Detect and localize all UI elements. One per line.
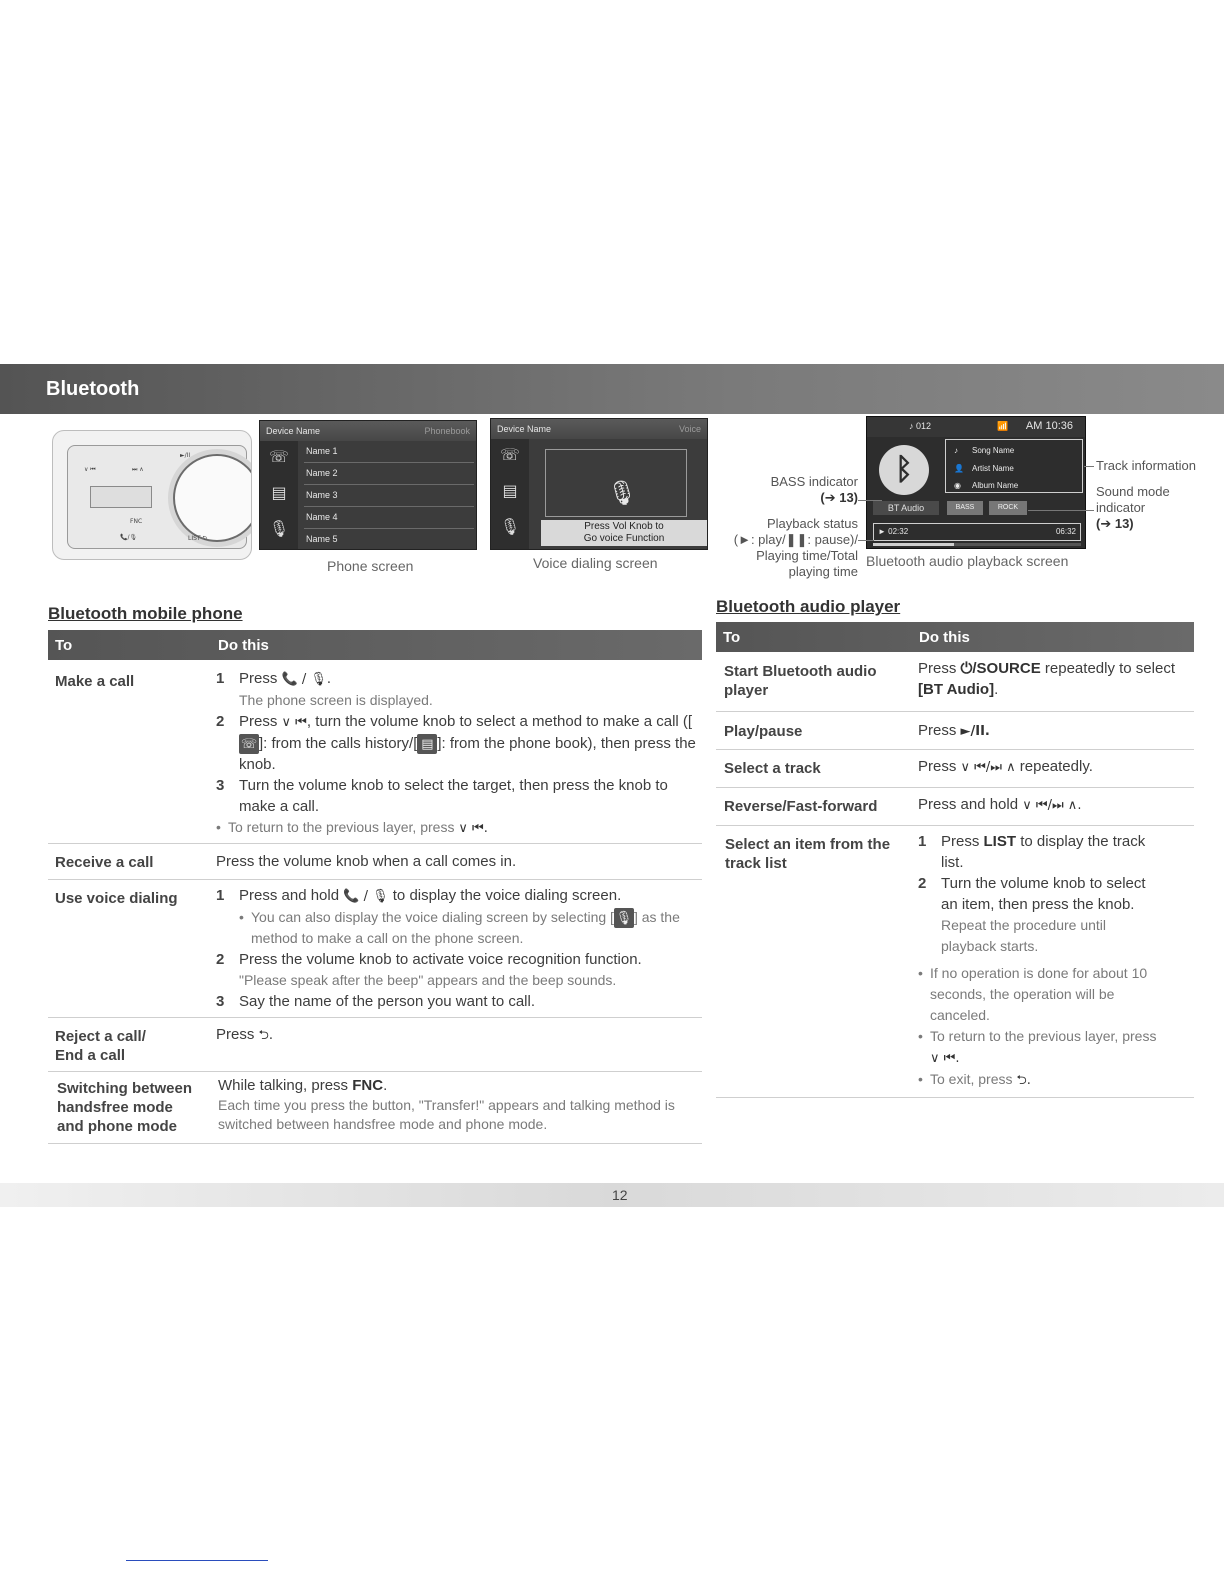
- voice-screen-image: [490, 418, 708, 550]
- play-pause-icon: ►/II.: [960, 724, 990, 739]
- call-history-icon: ☏: [499, 447, 520, 464]
- note-bullet: • You can also display the voice dialing screen by selecting [ 🎙 ] as the method to make a call on the phone screen.: [239, 907, 696, 949]
- voice-screen-caption: Voice dialing screen: [533, 555, 658, 571]
- row-instructions: [216, 885, 696, 1012]
- col-to: To: [55, 637, 73, 654]
- progress-bar: [873, 543, 1081, 546]
- phone-screen-image: [259, 420, 477, 550]
- col-do-this: Do this: [218, 637, 269, 654]
- list-item: Name 5: [306, 534, 338, 544]
- playback-time-box: [873, 523, 1081, 541]
- table-row: [716, 788, 1194, 826]
- call-voice-icon: 📞 / 🎙: [343, 889, 389, 904]
- microphone-icon: 🎙: [607, 480, 638, 507]
- row-instructions: Press and hold ∨ ⏮/⏭ ∧.: [918, 796, 1082, 813]
- play-button-label: ►/II: [180, 452, 191, 459]
- bass-badge: BASS: [947, 501, 983, 515]
- signal-icon: 📶: [997, 421, 1009, 431]
- phone-screen-caption: Phone screen: [327, 558, 414, 574]
- music-note-icon: ♪: [954, 446, 958, 455]
- call-button-label: 📞/🎙: [120, 534, 138, 541]
- skip-icon: ∨ ⏮/⏭ ∧.: [1022, 798, 1082, 813]
- row-label: Select an item from the track list: [725, 836, 891, 872]
- step: 3 Turn the volume knob to select the target, then press the knob to make a call.: [216, 777, 668, 816]
- note-bullet: • To exit, press ⮌.: [918, 1069, 1158, 1091]
- artist-name: Artist Name: [972, 464, 1014, 473]
- track-number: ♪ 012: [909, 421, 932, 431]
- bass-callout: BASS indicator (➔ 13): [770, 474, 858, 505]
- playback-leader-line: [858, 540, 874, 541]
- next-button-label: ⏭ ∧: [132, 466, 144, 473]
- prev-icon: ∨ ⏮: [281, 715, 307, 730]
- table-row: [716, 750, 1194, 788]
- note-bullet: • If no operation is done for about 10 seconds, the operation will be canceled.: [918, 963, 1158, 1026]
- voice-screen-sidebar: [491, 439, 529, 549]
- step: 2 Press the volume knob to activate voice recognition function. "Please speak after the beep" appears and the beep sounds.: [216, 951, 642, 989]
- audio-table-header: [716, 622, 1194, 652]
- row-instructions: Press ⏻/SOURCE repeatedly to select [BT Audio].: [918, 660, 1175, 698]
- call-history-icon: ☏: [239, 734, 259, 754]
- phone-mode-label: Phonebook: [424, 426, 470, 436]
- phone-screen-header: [260, 421, 476, 441]
- table-row: [48, 844, 702, 880]
- row-label: Reject a call/ End a call: [55, 1028, 146, 1064]
- audio-player-title: Bluetooth audio player: [716, 597, 901, 616]
- row-label: Make a call: [55, 673, 135, 690]
- mobile-table-header: [48, 630, 702, 660]
- voice-mode-label: Voice: [678, 424, 701, 434]
- clock: AM 10:36: [1025, 420, 1073, 432]
- bass-leader-line: [858, 500, 882, 501]
- voice-message: Press Vol Knob to Go voice Function: [541, 520, 707, 546]
- track-info-leader-line: [1084, 466, 1094, 467]
- col-do-this: Do this: [919, 629, 970, 646]
- prev-icon: ∨ ⏮.: [930, 1051, 960, 1066]
- table-row: [48, 1018, 702, 1072]
- artist-icon: 👤: [954, 464, 964, 473]
- list-item: Name 3: [304, 485, 474, 507]
- step: 3 Say the name of the person you want to call.: [216, 993, 536, 1011]
- song-name: Song Name: [972, 446, 1015, 455]
- prev-icon: ∨ ⏮.: [458, 821, 488, 837]
- microphone-icon: 🎙: [499, 519, 521, 536]
- note-bullet: • To return to the previous layer, press ∨ ⏮.: [216, 817, 696, 839]
- row-instructions: [918, 831, 1158, 1091]
- microphone-icon: 🎙: [268, 521, 290, 538]
- page-footer: [0, 1183, 1224, 1207]
- total-time: 06:32: [1055, 527, 1076, 536]
- album-name: Album Name: [972, 481, 1019, 490]
- playback-callout: Playback status (►: play/❚❚: pause)/ Playing time/Total playing time: [733, 516, 858, 579]
- call-voice-icon: 📞 / 🎙.: [281, 672, 331, 687]
- section-title: Bluetooth: [46, 378, 140, 400]
- call-history-icon: ☏: [268, 449, 289, 466]
- sound-mode-leader-line: [1028, 510, 1094, 511]
- step: 1 Press and hold 📞 / 🎙 to display the voice dialing screen. • You can also display the voice dialing screen by selecting [ 🎙 ] as the method to make a call on the phone screen.: [216, 885, 696, 949]
- note-bullet: • To return to the previous layer, press ∨ ⏮.: [918, 1026, 1158, 1069]
- volume-knob: [173, 454, 252, 542]
- step: 1 Press 📞 / 🎙. The phone screen is displayed.: [216, 670, 433, 708]
- step: 1 Press LIST to display the track list.: [918, 833, 1146, 871]
- sound-mode-callout: Sound mode indicator (➔ 13): [1096, 484, 1170, 531]
- row-label: Use voice dialing: [55, 890, 178, 907]
- table-row: [716, 712, 1194, 750]
- row-label: Start Bluetooth audio player: [724, 663, 877, 699]
- row-instructions: [216, 668, 696, 839]
- album-icon: ◉: [954, 481, 961, 490]
- table-row: [48, 880, 702, 1018]
- phonebook-icon: ▤: [502, 483, 518, 500]
- step: 2 Press ∨ ⏮, turn the volume knob to select a method to make a call ([☏ ]: from the calls history/[ ▤ ]: from the phone book), then press the knob.: [216, 713, 696, 774]
- bottom-rule: [126, 1560, 268, 1561]
- row-instructions: Press ►/II.: [918, 722, 990, 739]
- bt-audio-screen-image: [866, 416, 1086, 549]
- row-label: Reverse/Fast-forward: [724, 798, 878, 815]
- row-label: Select a track: [724, 760, 821, 777]
- bluetooth-icon: ᛒ: [879, 445, 929, 495]
- fnc-button-label: FNC: [130, 518, 143, 525]
- prev-button-label: ∨ ⏮: [84, 466, 96, 473]
- voice-screen-header: [491, 419, 707, 439]
- section-banner: [0, 364, 1224, 414]
- back-icon: ⮌.: [258, 1028, 274, 1043]
- list-item: Name 2: [304, 463, 474, 485]
- phone-screen-sidebar: [260, 441, 298, 549]
- head-unit-face: [67, 445, 247, 549]
- phonebook-icon: ▤: [417, 734, 437, 754]
- head-unit-illustration: [52, 430, 252, 560]
- row-instructions: Press ⮌.: [216, 1026, 274, 1043]
- row-instructions: Press the volume knob when a call comes in.: [216, 853, 517, 870]
- elapsed-time: ► 02:32: [878, 527, 909, 536]
- list-item: Name 4: [304, 507, 474, 529]
- track-information-box: [945, 439, 1083, 493]
- back-icon: ⮌.: [1016, 1073, 1031, 1088]
- sound-mode-badge: ROCK: [989, 501, 1027, 515]
- step: 2 Turn the volume knob to select an item, then press the knob. Repeat the procedure until playback starts.: [918, 875, 1146, 954]
- source-label: BT Audio: [873, 501, 939, 515]
- head-unit-display: [90, 486, 152, 508]
- microphone-icon: 🎙: [614, 908, 634, 928]
- table-row: [48, 1072, 702, 1144]
- list-item: Name 1: [304, 441, 474, 463]
- list-button-label: LIST ⮌: [188, 535, 208, 542]
- bt-screen-caption: Bluetooth audio playback screen: [866, 553, 1069, 569]
- row-label: Play/pause: [724, 723, 803, 740]
- voice-device-name: Device Name: [497, 424, 552, 434]
- page-number: 12: [612, 1187, 628, 1203]
- row-instructions: Press ∨ ⏮/⏭ ∧ repeatedly.: [918, 758, 1093, 775]
- table-row: [48, 660, 702, 844]
- skip-icon: ∨ ⏮/⏭ ∧: [960, 760, 1016, 775]
- row-instructions: While talking, press FNC. Each time you press the button, "Transfer!" appears and talking method is switched between handsfree mode and phone mode.: [218, 1077, 675, 1132]
- phone-device-name: Device Name: [266, 426, 321, 436]
- phonebook-icon: ▤: [271, 485, 287, 502]
- col-to: To: [723, 629, 741, 646]
- mobile-phone-title: Bluetooth mobile phone: [48, 604, 243, 623]
- row-label: Receive a call: [55, 854, 154, 871]
- progress-bar-fill: [873, 543, 954, 546]
- table-row: [716, 826, 1194, 1098]
- bt-status-bar: [867, 417, 1085, 437]
- table-row: [716, 652, 1194, 712]
- track-info-callout: Track information: [1096, 458, 1196, 473]
- row-label: Switching between handsfree mode and phone mode: [57, 1080, 193, 1135]
